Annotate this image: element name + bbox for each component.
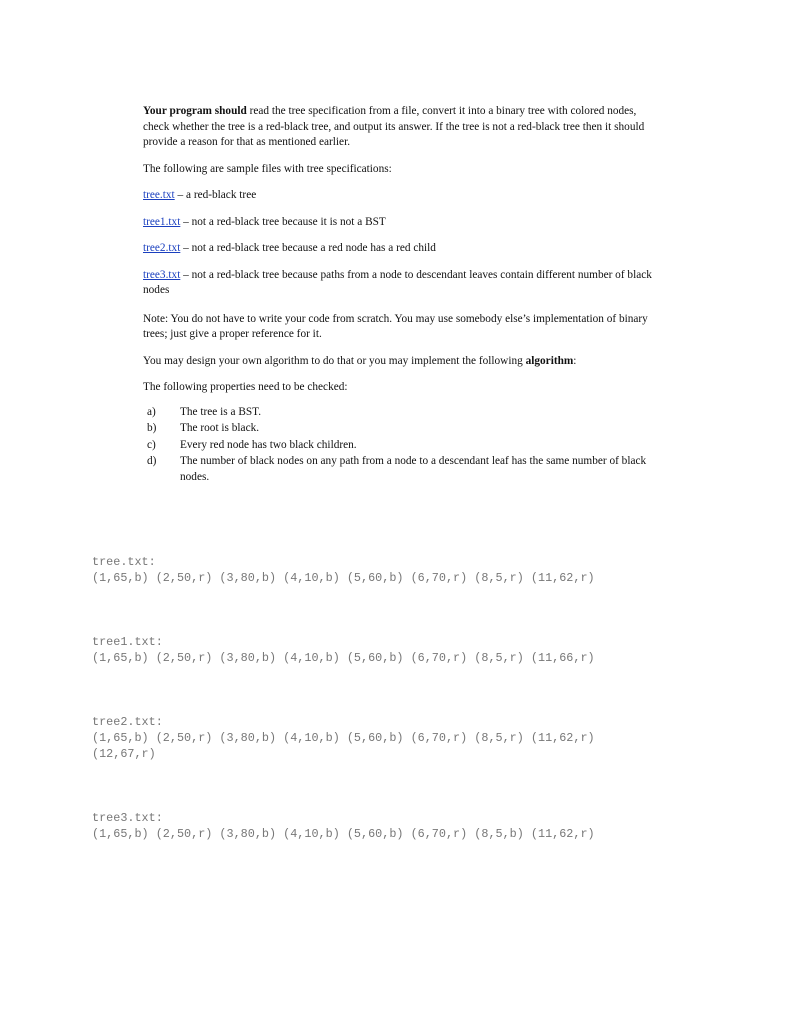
property-item bbox=[143, 421, 663, 437]
property-label: d) bbox=[147, 455, 157, 467]
file-name: tree3.txt: bbox=[92, 811, 163, 825]
property-item bbox=[143, 438, 663, 454]
design-paragraph bbox=[143, 354, 663, 370]
properties-heading: The following properties need to be checked: bbox=[143, 381, 348, 393]
file-block-tree1 bbox=[92, 634, 712, 666]
sample-item bbox=[143, 215, 663, 231]
property-text: Every red node has two black children. bbox=[180, 438, 357, 451]
file-name: tree2.txt: bbox=[92, 715, 163, 729]
property-text: The root is black. bbox=[180, 422, 260, 434]
property-item bbox=[143, 454, 663, 485]
property-text: The number of black nodes on any path from a node to a descendant leaf has the same number of black nodes. bbox=[180, 455, 647, 483]
property-label: c) bbox=[147, 438, 156, 451]
file-line: (1,65,b) (2,50,r) (3,80,b) (4,10,b) (5,60,b) (6,70,r) (8,5,r) (11,62,r) bbox=[92, 731, 595, 745]
properties-list bbox=[143, 405, 663, 486]
intro-paragraph bbox=[143, 104, 663, 151]
file-name: tree.txt: bbox=[92, 555, 156, 569]
file-block-tree2 bbox=[92, 714, 712, 762]
sample-link-tree3[interactable]: tree3.txt bbox=[143, 268, 181, 281]
design-bold: algorithm bbox=[525, 354, 574, 367]
intro-text: read the tree specification from a file, convert it into a binary tree with colored nodes, check whether the tree is a red-black tree, and output its answer. If the tree is not a red-black tree then it should provide a reason for that as mentioned earlier. bbox=[143, 105, 645, 148]
design-text: You may design your own algorithm to do that or you may implement the following bbox=[143, 354, 526, 367]
assignment-document bbox=[143, 104, 663, 486]
file-block-tree3 bbox=[92, 810, 712, 842]
sample-desc: – a red-black tree bbox=[174, 189, 257, 201]
sample-item bbox=[143, 268, 663, 299]
property-text: The tree is a BST. bbox=[180, 405, 262, 418]
property-item bbox=[143, 405, 663, 421]
samples-heading: The following are sample files with tree specifications: bbox=[143, 162, 392, 175]
file-block-tree bbox=[92, 554, 712, 586]
sample-item bbox=[143, 188, 663, 204]
property-label: b) bbox=[147, 422, 157, 434]
sample-desc: – not a red-black tree because a red node has a red child bbox=[180, 242, 436, 254]
file-line: (1,65,b) (2,50,r) (3,80,b) (4,10,b) (5,60,b) (6,70,r) (8,5,r) (11,62,r) bbox=[92, 571, 595, 585]
sample-link-tree2[interactable]: tree2.txt bbox=[143, 242, 181, 254]
design-end: : bbox=[573, 354, 577, 367]
file-line: (1,65,b) (2,50,r) (3,80,b) (4,10,b) (5,60,b) (6,70,r) (8,5,r) (11,66,r) bbox=[92, 651, 595, 665]
sample-link-tree[interactable]: tree.txt bbox=[143, 189, 175, 201]
sample-desc: – not a red-black tree because it is not a BST bbox=[180, 215, 386, 228]
sample-files-code bbox=[92, 522, 712, 874]
sample-link-tree1[interactable]: tree1.txt bbox=[143, 215, 181, 228]
file-line: (1,65,b) (2,50,r) (3,80,b) (4,10,b) (5,60,b) (6,70,r) (8,5,b) (11,62,r) bbox=[92, 827, 595, 841]
intro-bold: Your program should bbox=[143, 105, 247, 117]
sample-desc: – not a red-black tree because paths from a node to descendant leaves contain different number of black nodes bbox=[143, 268, 652, 296]
file-name: tree1.txt: bbox=[92, 635, 163, 649]
file-line: (12,67,r) bbox=[92, 747, 156, 761]
note-paragraph: Note: You do not have to write your code from scratch. You may use somebody else’s implementation of binary trees; just give a proper reference for it. bbox=[143, 312, 648, 340]
sample-item bbox=[143, 241, 663, 257]
property-label: a) bbox=[147, 405, 156, 418]
